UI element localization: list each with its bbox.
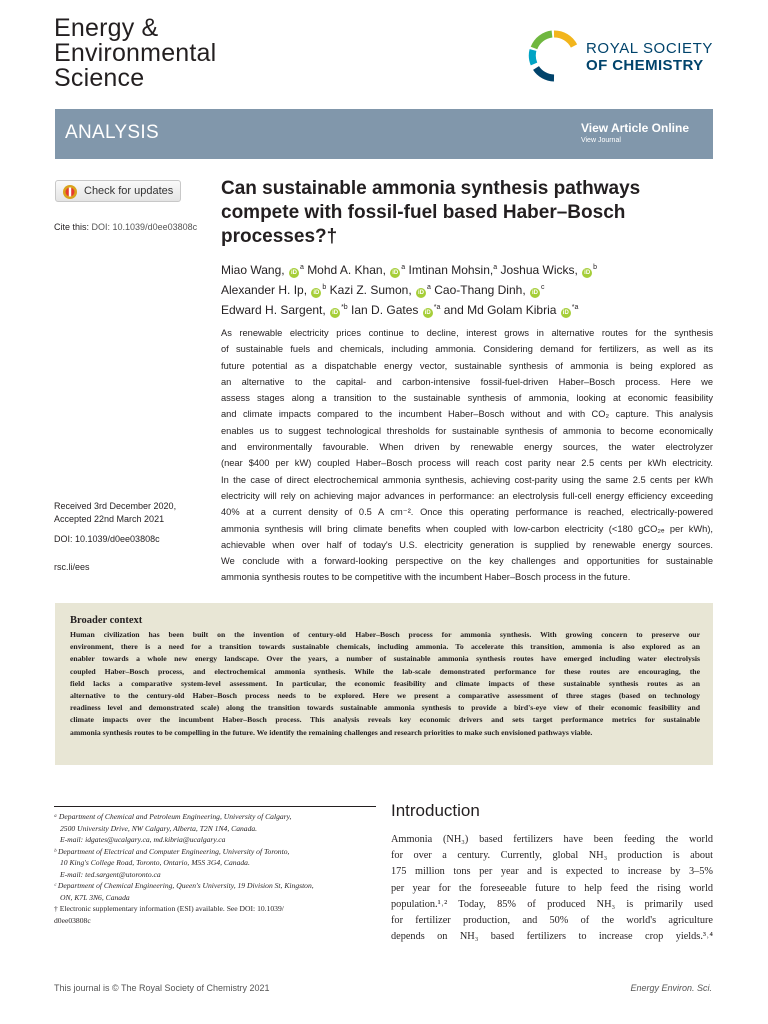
author-name[interactable]: Ian D. Gates [351, 303, 419, 317]
affiliation-footnotes [54, 811, 376, 926]
orcid-icon[interactable]: iD [562, 310, 569, 316]
abstract-line: In the case of direct electrochemical ammonia synthesis, achieving cost-parity using the same 2.5 cents per kWh [221, 474, 713, 485]
side-doi[interactable]: DOI: 10.1039/d0ee03808c [54, 534, 160, 544]
journal-title [54, 16, 216, 91]
introduction-line: 175 million tons per year and is expected to increase by 3–5% [391, 866, 713, 878]
footnote-line: 2500 University Drive, NW Calgary, Alberta, T2N 1N4, Canada. [60, 823, 258, 833]
footnote-email[interactable]: E-mail: idgates@ucalgary.ca, md.kibria@ucalgary.ca [60, 835, 226, 844]
abstract-line: achievable when over half of today's U.S. electricity generation is supplied by renewable energy sources. [221, 539, 713, 550]
introduction-line: depends on NH₃ based fertilizers to increase crop yields.³˒⁴ [391, 931, 713, 943]
journal-title-line: Science [54, 64, 145, 92]
copyright-footer: This journal is © The Royal Society of Chemistry 2021 [54, 983, 270, 993]
abstract-line: an alternative to the capital- and carbon-intensive fossil-fuel-driven Haber–Bosch process. Here we [221, 376, 713, 387]
affiliation-mark: a [401, 264, 406, 271]
abstract-line: of sustainable fuels and chemicals, including ammonia. Considering demand for fertilizers, as well as its [221, 344, 713, 355]
introduction-text [391, 832, 713, 945]
affiliation-mark: *a [433, 304, 441, 311]
affiliation-mark: c [541, 284, 545, 291]
affiliation-mark: *a [571, 304, 579, 311]
abstract-line: ammonia synthesis will bring climate benefits when coupled with low-carbon electricity (<180 gCO₂ₑ per kWh), [221, 523, 713, 534]
affiliation-mark: a [493, 264, 498, 271]
introduction-line: for over a century. Currently, global NH₃ production is about [391, 850, 713, 862]
publisher-logo[interactable] [528, 30, 718, 82]
author-name[interactable]: Edward H. Sargent, [221, 303, 326, 317]
author-name[interactable]: Joshua Wicks, [500, 263, 578, 277]
check-for-updates-button[interactable] [55, 180, 181, 202]
orcid-icon[interactable]: iD [392, 270, 399, 276]
check-for-updates-label: Check for updates [84, 185, 174, 197]
introduction-line: per year for the foreseeable future to help feed the rising world [391, 882, 713, 894]
article-type: ANALYSIS [65, 122, 159, 143]
abstract-line: enables us to suggest technological thresholds for sustainable synthesis of ammonia to become economically [221, 425, 713, 436]
author-line [221, 299, 721, 319]
author-name[interactable]: Kazi Z. Sumon, [329, 283, 412, 297]
introduction-heading: Introduction [391, 801, 480, 820]
esi-note: † Electronic supplementary information (ESI) available. See DOI: 10.1039/ [54, 904, 284, 913]
article-title: Can sustainable ammonia synthesis pathways compete with fossil-fuel based Haber–Bosch processes?† [221, 178, 641, 247]
author-name[interactable]: Mohd A. Khan, [307, 263, 386, 277]
broader-context-line: climate impacts over the incumbent Haber–Bosch process. This analysis reveals key economic drivers and sets target performance metrics for sustainable [70, 715, 700, 725]
author-name[interactable]: and Md Golam Kibria [443, 303, 557, 317]
publisher-name-line1: ROYAL SOCIETY [586, 40, 713, 57]
broader-context-line: alternative to the century-old Haber–Bosch process needs to be explored. Here we present a comparative assessment of three stages (based on technology [70, 690, 700, 700]
publisher-name [586, 40, 713, 74]
article-type-banner [55, 109, 713, 159]
orcid-icon[interactable]: iD [532, 290, 538, 296]
footnote-line: ᶜ Department of Chemical Engineering, Queen's University, 19 Division St, Kingston, [54, 881, 314, 890]
author-list [221, 259, 721, 319]
broader-context-line: readiness level and demonstrated scale) along the transition towards sustainable ammonia synthesis to provide a bird's-eye view of their economic feasibility and [70, 703, 700, 713]
author-name[interactable]: Cao-Thang Dinh, [434, 283, 526, 297]
author-name[interactable]: Miao Wang, [221, 263, 285, 277]
affiliation-mark: b [593, 264, 598, 271]
journal-title-line: Environmental [54, 39, 217, 67]
broader-context-box [55, 603, 713, 765]
footnote-divider [54, 806, 376, 807]
broader-context-line: coupled Haber–Bosch process, and electrochemical ammonia synthesis. While the lab-scale demonstrated performance for these routes are encouraging, the [70, 666, 700, 676]
abstract-line: and climate impacts compared to the incumbent Haber–Bosch without and with CO₂ capture. This analysis [221, 409, 713, 420]
author-line [221, 259, 721, 279]
broader-context-line: environment, there is a need for a transition towards sustainable chemicals, including ammonia. To accelerate this transition, ammonia is also explored as an [70, 642, 700, 652]
journal-title-line: Energy & [54, 14, 159, 42]
author-line [221, 279, 721, 299]
journal-site-link[interactable]: rsc.li/ees [54, 562, 90, 572]
introduction-line: for fertilizer production, and 50% of the world's agriculture [391, 914, 713, 926]
abstract-line: As renewable electricity prices continue to decline, interest grows in alternative routes for the synthesis [221, 328, 713, 338]
orcid-icon[interactable]: iD [418, 290, 425, 296]
cite-label: Cite this: [54, 222, 90, 232]
abstract-line: assess stages along a transition to the sustainable synthesis of ammonia, looking at economic feasibility [221, 393, 713, 404]
abstract-line: ammonia synthesis routes to be competitive with the incumbent Haber–Bosch process in the future. [221, 572, 631, 583]
footnote-line: ᵇ Department of Electrical and Computer Engineering, University of Toronto, [54, 846, 290, 856]
footnote-email[interactable]: E-mail: ted.sargent@utoronto.ca [60, 869, 161, 879]
cite-doi[interactable]: DOI: 10.1039/d0ee03808c [91, 222, 198, 232]
footnote-line: ON, K7L 3N6, Canada [60, 892, 130, 902]
introduction-line: Ammonia (NH₃) based fertilizers have been feeding the world [391, 834, 713, 845]
cite-this [54, 222, 197, 232]
publisher-name-line2: OF CHEMISTRY [586, 57, 704, 74]
abstract-line: 40% at a current density of 0.5 A cm⁻². Once this operating performance is reached, electrically-powered [221, 507, 713, 518]
orcid-icon[interactable]: iD [584, 270, 591, 276]
orcid-icon[interactable]: iD [332, 310, 339, 316]
affiliation-mark: a [427, 284, 431, 291]
abstract-line: We conclude with a forward-looking perspective on the key challenges and opportunities for sustainable [221, 556, 713, 567]
orcid-icon[interactable]: iD [290, 270, 297, 276]
accepted-date: Accepted 22nd March 2021 [54, 514, 165, 524]
introduction-line: population.¹˒² Today, 85% of produced NH₃ is primarily used [391, 898, 713, 910]
crossmark-icon [62, 184, 78, 200]
broader-context-text [70, 629, 700, 739]
esi-doi[interactable]: d0ee03808c [54, 915, 91, 925]
rsc-logo-icon [528, 30, 580, 82]
broader-context-line: field lacks a comparative system-level assessment. In particular, the economic feasibility and climate impacts of these sustainable synthesis routes as an [70, 678, 700, 688]
abstract-line: future potential as a dispatchable energy vector, sustainable synthesis of ammonia is being explored as [221, 360, 713, 371]
author-name[interactable]: Imtinan Mohsin, [408, 263, 494, 277]
affiliation-mark: *b [341, 304, 348, 311]
broader-context-line: Human civilization has been built on the invention of century-old Haber–Bosch process for ammonia synthesis. With growing concern to preserve our [70, 630, 700, 639]
abstract-line: and environmentally favourable. When driven by renewable energy sources, the water electrolyzer [221, 442, 713, 453]
publication-dates [54, 500, 176, 526]
orcid-icon[interactable]: iD [424, 310, 431, 316]
abstract-line: electricity will rely on achieving major advances in performance: an electrolysis full-cell energy efficiency exceeding [221, 490, 713, 501]
footnote-line: 10 King's College Road, Toronto, Ontario, M5S 3G4, Canada. [60, 858, 250, 867]
affiliation-mark: b [322, 284, 327, 291]
broader-context-line: enabler towards a whole new energy landscape. Over the years, a number of sustainable ammonia synthesis routes have emerged including water electrolysis [70, 654, 700, 664]
broader-context-line: ammonia synthesis routes to be compelling in the future. We identify the remaining challenges and research priorities to make such envisioned pathways viable. [70, 727, 593, 737]
received-date: Received 3rd December 2020, [54, 501, 177, 511]
affiliation-mark: a [299, 264, 304, 271]
abstract-line: (near $400 per kW) coupled Haber–Bosch process will reach cost parity near 2.5 cents per kWh electricity. [221, 458, 713, 469]
abstract [221, 325, 713, 586]
view-links [581, 121, 689, 144]
view-article-online-link[interactable]: View Article Online [580, 121, 689, 135]
author-name[interactable]: Alexander H. Ip, [221, 283, 308, 297]
footnote-line: ᵃ Department of Chemical and Petroleum Engineering, University of Calgary, [54, 812, 292, 821]
journal-abbrev-footer: Energy Environ. Sci. [630, 983, 712, 993]
broader-context-title: Broader context [70, 615, 143, 626]
orcid-icon[interactable]: iD [313, 290, 320, 296]
view-journal-link[interactable]: View Journal [580, 137, 621, 144]
